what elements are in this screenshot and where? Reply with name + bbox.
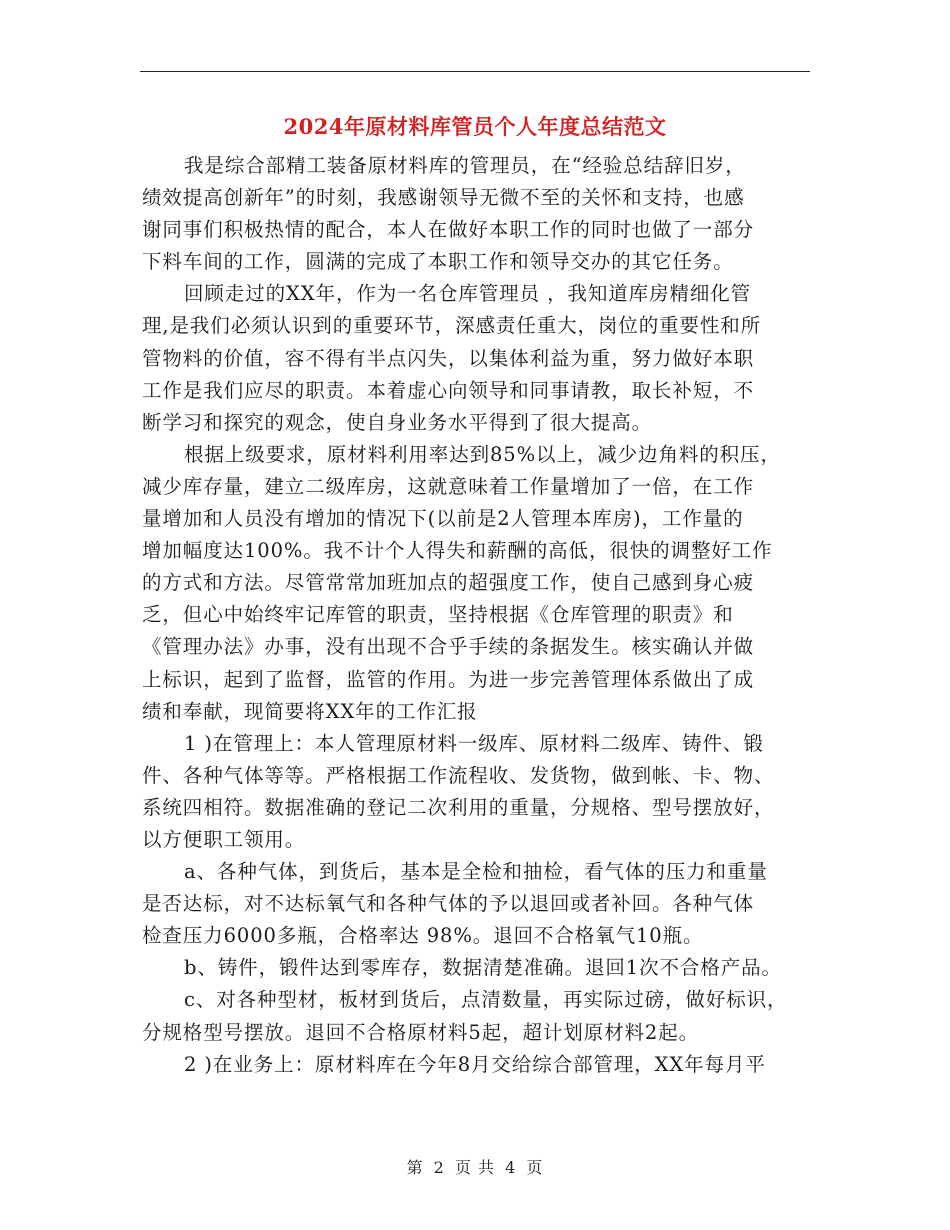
- body-line: 量增加和人员没有增加的情况下(以前是2人管理本库房)，工作量的: [142, 507, 744, 531]
- footer-page-number: 2: [433, 1158, 445, 1177]
- footer-total-pages: 4: [505, 1158, 517, 1177]
- body-line: 是否达标，对不达标氧气和各种气体的予以退回或者补回。各种气体: [142, 892, 755, 916]
- body-line: 上标识，起到了监督，监管的作用。为进一步完善管理体系做出了成: [142, 667, 755, 691]
- document-title: 2024年原材料库管员个人年度总结范文: [283, 114, 667, 139]
- body-line: 件、各种气体等等。严格根据工作流程收、发货物，做到帐、卡、物、: [142, 763, 775, 787]
- body-line: 下料车间的工作，圆满的完成了本职工作和领导交办的其它任务。: [142, 250, 734, 274]
- footer-mid: 页 共: [454, 1158, 496, 1177]
- body-line: 回顾走过的XX年，作为一名仓库管理员 ，我知道库房精细化管: [184, 282, 752, 306]
- body-line: 检查压力6000多瓶，合格率达 98%。退回不合格氧气10瓶。: [142, 924, 704, 948]
- document-body: [142, 150, 810, 1081]
- body-line: 管物料的价值，容不得有半点闪失，以集体利益为重，努力做好本职: [142, 346, 755, 370]
- body-line: 谢同事们积极热情的配合，本人在做好本职工作的同时也做了一部分: [142, 218, 755, 242]
- header-rule: [140, 71, 810, 72]
- footer-suffix: 页: [526, 1158, 544, 1177]
- body-line: 根据上级要求，原材料利用率达到85%以上，减少边角料的积压，: [184, 442, 781, 466]
- body-line: 断学习和探究的观念，使自身业务水平得到了很大提高。: [142, 410, 653, 434]
- body-line: 减少库存量，建立二级库房，这就意味着工作量增加了一倍，在工作: [142, 474, 755, 498]
- body-line: 1 )在管理上：本人管理原材料一级库、原材料二级库、铸件、锻: [184, 731, 764, 755]
- footer-prefix: 第: [406, 1158, 424, 1177]
- body-line: 分规格型号摆放。退回不合格原材料5起，超计划原材料2起。: [142, 1020, 700, 1044]
- body-line: 绩和奉献，现简要将XX年的工作汇报: [142, 699, 478, 723]
- body-line: a、各种气体，到货后，基本是全检和抽检，看气体的压力和重量: [184, 860, 768, 884]
- body-line: c、对各种型材，板材到货后，点清数量，再实际过磅，做好标识，: [184, 988, 788, 1012]
- body-line: 的方式和方法。尽管常常加班加点的超强度工作，使自己感到身心疲: [142, 571, 755, 595]
- body-line: b、铸件，锻件达到零库存，数据清楚准确。退回1次不合格产品。: [184, 956, 782, 980]
- body-line: 系统四相符。数据准确的登记二次利用的重量，分规格、型号摆放好，: [142, 795, 775, 819]
- page-footer: [0, 1155, 950, 1178]
- body-line: 理,是我们必须认识到的重要环节，深感责任重大，岗位的重要性和所: [142, 314, 762, 338]
- body-line: 2 )在业务上：原材料库在今年8月交给综合部管理，XX年每月平: [184, 1052, 766, 1076]
- body-line: 我是综合部精工装备原材料库的管理员，在“经验总结辞旧岁，: [184, 154, 746, 177]
- body-line: 以方便职工领用。: [142, 827, 306, 851]
- body-line: 乏，但心中始终牢记库管的职责，坚持根据《仓库管理的职责》和: [142, 603, 734, 627]
- body-line: 工作是我们应尽的职责。本着虚心向领导和同事请教，取长补短，不: [142, 378, 755, 402]
- body-line: 《管理办法》办事，没有出现不合乎手续的条据发生。核实确认并做: [142, 635, 755, 659]
- body-line: 增加幅度达100%。我不计个人得失和薪酬的高低，很快的调整好工作: [142, 539, 773, 563]
- body-line: 绩效提高创新年”的时刻，我感谢领导无微不至的关怀和支持，也感: [142, 186, 745, 210]
